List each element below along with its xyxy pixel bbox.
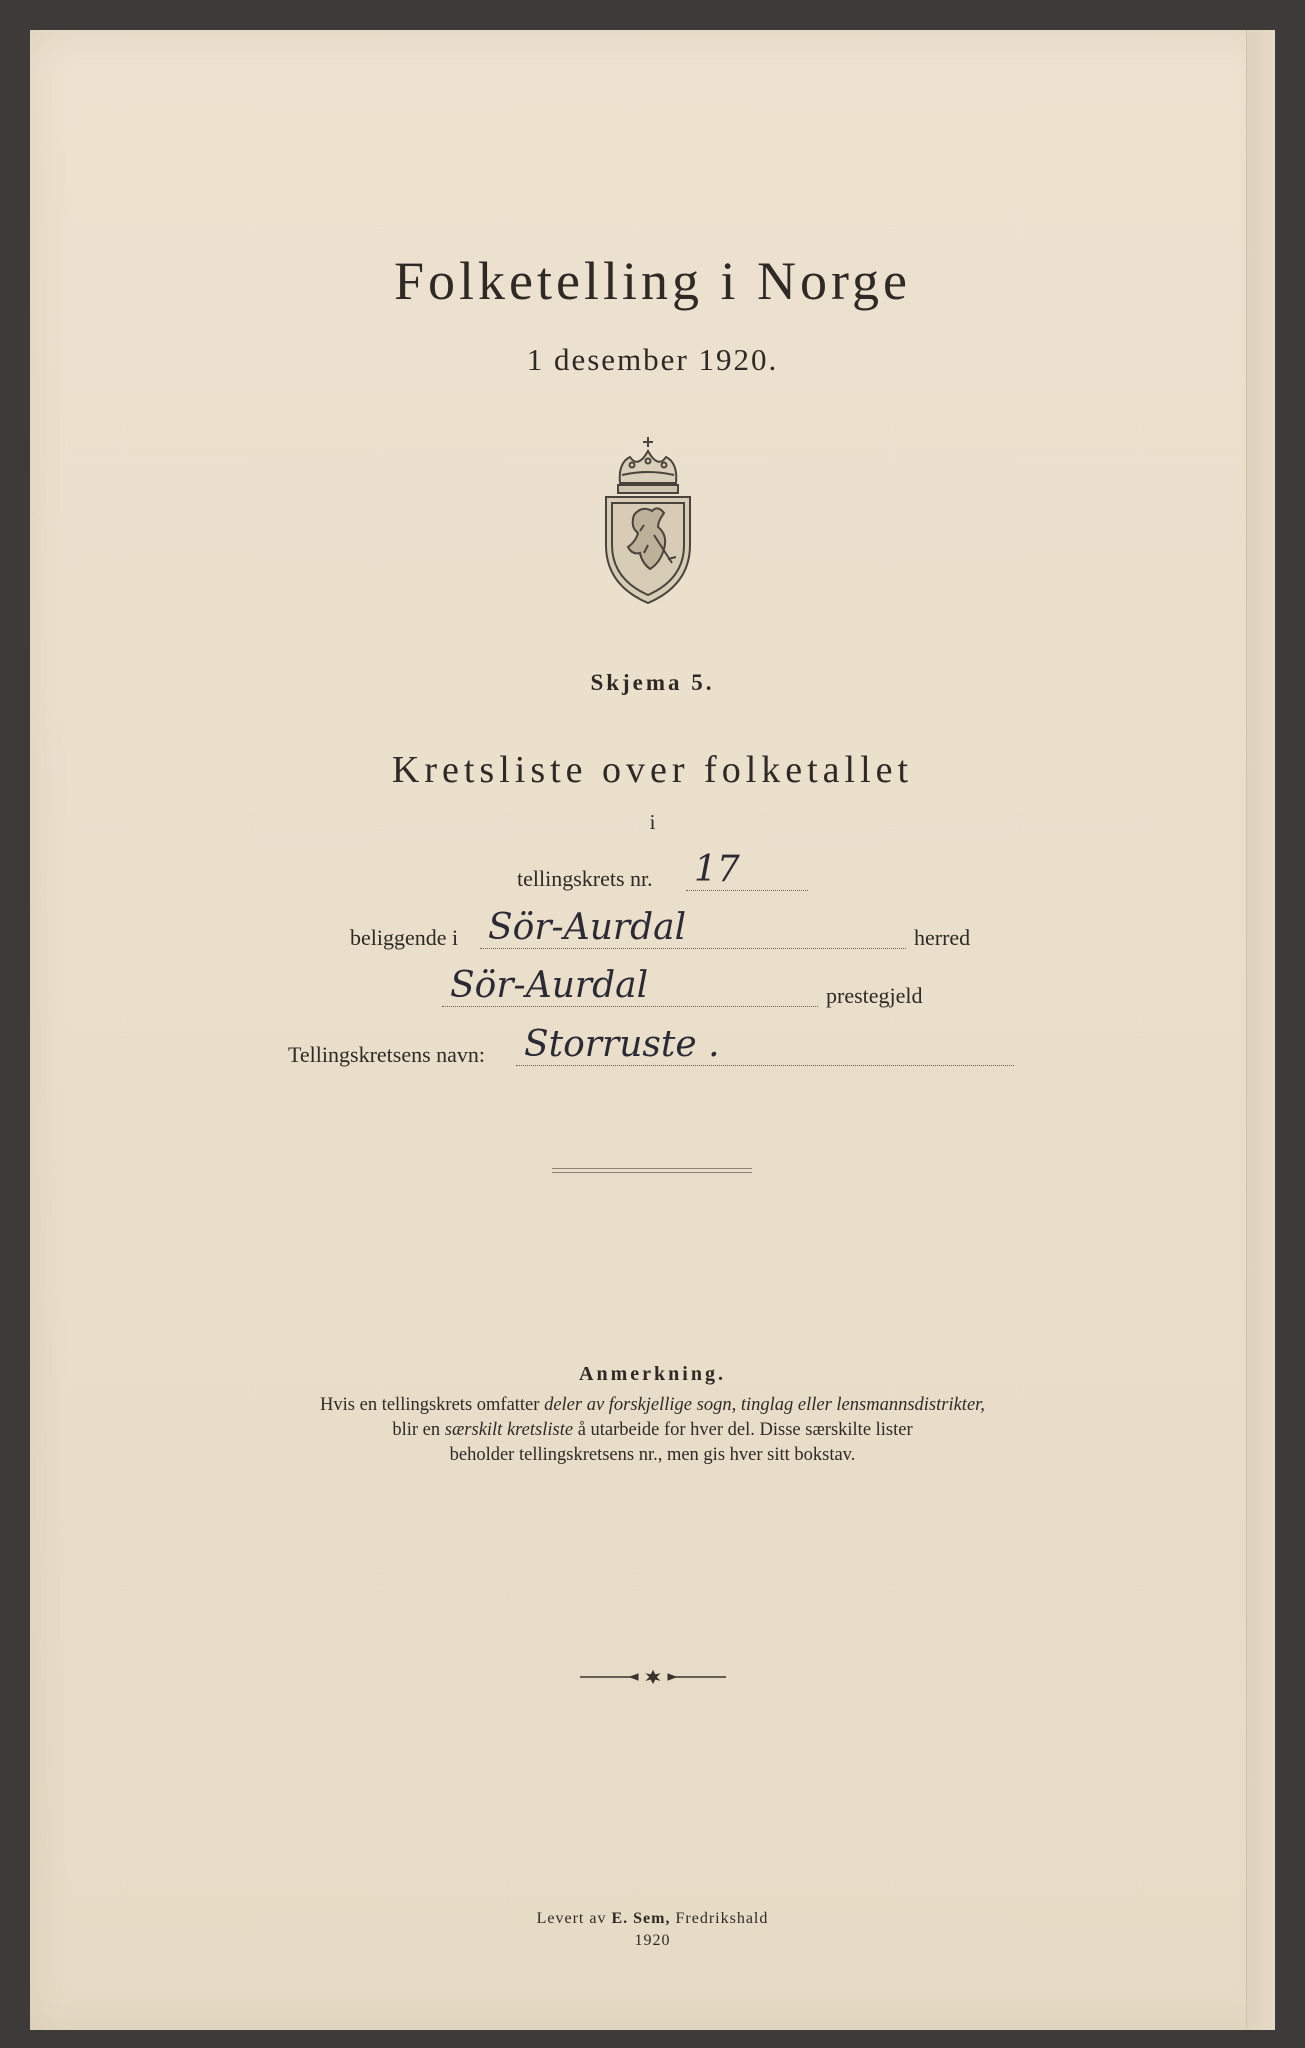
note-line-1-italic: deler av forskjellige sogn, tinglag eller lensmannsdistrikter,	[544, 1395, 985, 1415]
form-heading: Kretsliste over folketallet	[391, 749, 914, 791]
note-line-2-text-a: blir en	[392, 1420, 445, 1440]
note-line-1-text: Hvis en tellingskrets omfatter	[320, 1395, 545, 1415]
printer-city: Fredrikshald	[670, 1910, 769, 1927]
conjunction-i: i	[649, 810, 656, 834]
note-line-2-italic: særskilt kretsliste	[444, 1420, 574, 1440]
norwegian-coat-of-arms-icon	[598, 435, 698, 605]
note-text	[30, 1393, 1275, 1468]
printer-year: 1920	[634, 1932, 671, 1949]
document-page	[30, 30, 1275, 2030]
printer-name: E. Sem,	[611, 1910, 671, 1927]
ornament-divider-icon	[578, 1670, 728, 1684]
district-name-field[interactable]: Storruste .	[516, 1025, 1014, 1066]
note-line-2	[30, 1418, 1275, 1443]
printer-line	[30, 1908, 1275, 1930]
located-in-label: beliggende i	[350, 925, 459, 950]
herred-label: herred	[914, 925, 971, 950]
census-date: 1 desember 1920.	[526, 342, 779, 377]
municipality-field[interactable]: Sör-Aurdal	[480, 908, 906, 949]
district-number-field[interactable]: 17	[686, 850, 808, 891]
parish-label: prestegjeld	[826, 983, 923, 1008]
double-rule-divider	[552, 1168, 752, 1173]
page-edge-strip	[1246, 30, 1275, 2030]
note-line-1	[30, 1393, 1275, 1418]
parish-field[interactable]: Sör-Aurdal	[442, 966, 818, 1007]
printer-prefix: Levert av	[536, 1910, 612, 1927]
printer-credit	[30, 1908, 1275, 1952]
district-name-label: Tellingskretsens navn:	[288, 1042, 486, 1067]
schema-number: Skjema 5.	[590, 670, 715, 695]
note-line-3: beholder tellingskretsens nr., men gis hver sitt bokstav.	[449, 1445, 856, 1465]
note-line-2-text-c: å utarbeide for hver del. Disse særskilte lister	[573, 1420, 913, 1440]
note-title: Anmerkning.	[579, 1363, 726, 1385]
district-number-label: tellingskrets nr.	[517, 866, 653, 891]
page-title: Folketelling i Norge	[394, 251, 911, 311]
